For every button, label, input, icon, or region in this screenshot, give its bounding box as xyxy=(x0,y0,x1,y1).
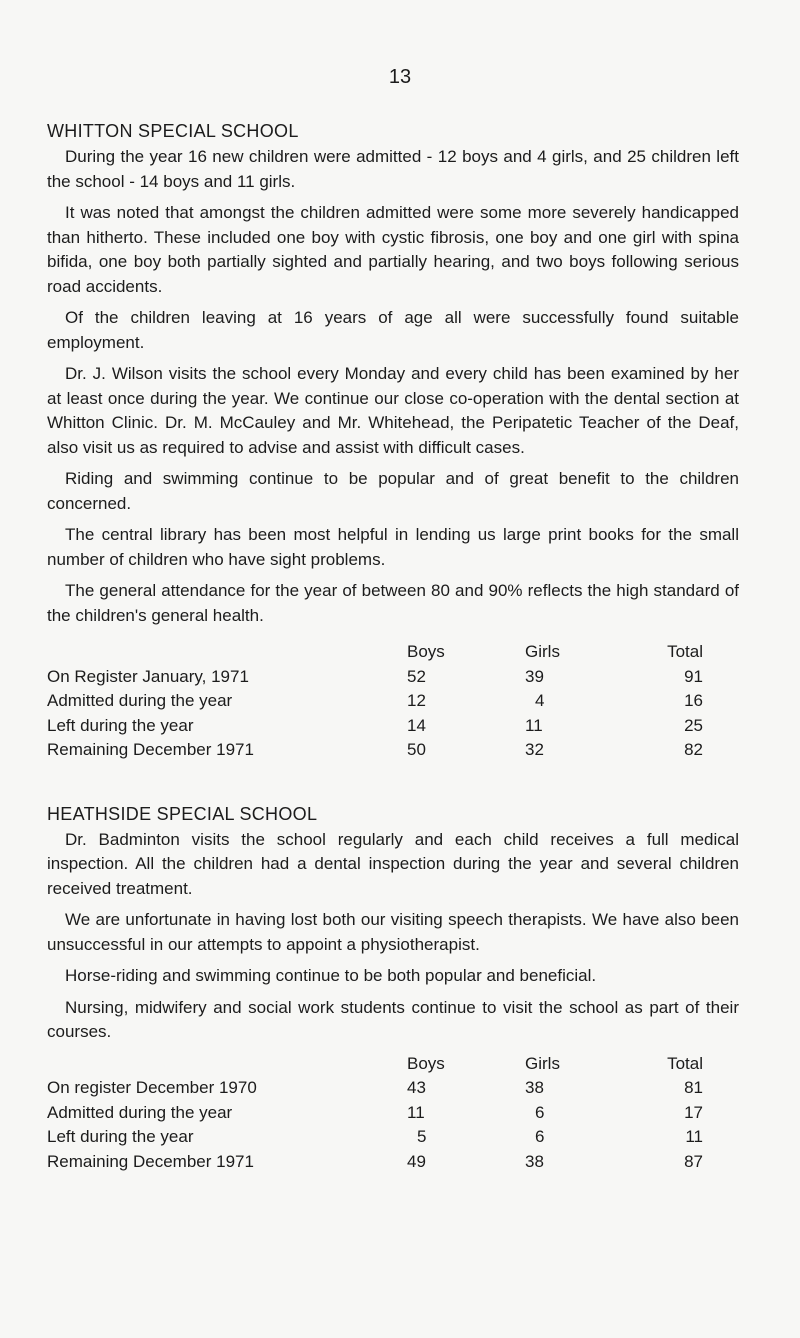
row-label: On register December 1970 xyxy=(47,1078,257,1097)
cell-boys: 43 xyxy=(407,1078,426,1097)
cell-girls: 4 xyxy=(535,691,545,710)
cell-boys: 52 xyxy=(407,666,426,686)
table-header-row xyxy=(47,1052,739,1077)
page-number: 13 xyxy=(388,66,412,88)
stats-table xyxy=(47,640,739,763)
table-row xyxy=(47,1076,739,1101)
cell-boys: 12 xyxy=(407,691,426,710)
paragraph: It was noted that amongst the children admitted were some more severely handicapped than hitherto. These included one boy with cystic fibrosis, one boy and one girl with spina bifida, one boy both partially sighted and partially hearing, and two boys following serious road accidents. xyxy=(47,203,739,296)
cell-girls: 39 xyxy=(525,666,544,686)
paragraph: We are unfortunate in having lost both our visiting speech therapists. We have also been unsuccessful in our attempts to appoint a physiotherapist. xyxy=(47,910,739,954)
cell-boys: 11 xyxy=(407,1102,425,1122)
cell-total: 81 xyxy=(684,1078,703,1097)
cell-girls: 6 xyxy=(535,1127,545,1146)
cell-girls: 6 xyxy=(535,1102,545,1122)
document-body xyxy=(47,118,739,1174)
table-row xyxy=(47,1101,739,1126)
cell-boys: 14 xyxy=(407,715,426,735)
paragraph: The general attendance for the year of between 80 and 90% reflects the high standard of the children's general health. xyxy=(47,581,739,625)
cell-boys: 50 xyxy=(407,740,426,759)
cell-total: 11 xyxy=(685,1127,703,1146)
row-label: Admitted during the year xyxy=(47,1102,233,1122)
paragraph: Dr. J. Wilson visits the school every Monday and every child has been examined by her at least once during the year. We continue our close co-operation with the dental section at Whitton Clinic. Dr. M. McCauley and Mr. Whitehead, the Peripatetic Teacher of the Deaf, also visit us as required to advise and assist with difficult cases. xyxy=(47,364,739,457)
section-whitton xyxy=(47,118,739,763)
table-row xyxy=(47,1125,739,1150)
cell-girls: 38 xyxy=(525,1151,544,1171)
column-header-total: Total xyxy=(667,642,703,661)
column-header-girls: Girls xyxy=(525,1053,560,1073)
row-label: Left during the year xyxy=(47,1127,194,1146)
table-row xyxy=(47,689,739,714)
paragraph: The central library has been most helpful in lending us large print books for the small number of children who have sight problems. xyxy=(47,525,739,569)
paragraph: Nursing, midwifery and social work students continue to visit the school as part of their courses. xyxy=(47,997,739,1041)
row-label: On Register January, 1971 xyxy=(47,666,249,686)
cell-total: 17 xyxy=(684,1102,703,1122)
paragraph: Horse-riding and swimming continue to be both popular and beneficial. xyxy=(65,966,597,985)
stats-table xyxy=(47,1052,739,1175)
section-heathside xyxy=(47,801,739,1175)
column-header-boys: Boys xyxy=(407,1053,445,1073)
cell-total: 87 xyxy=(684,1151,703,1171)
column-header-girls: Girls xyxy=(525,642,560,661)
section-heading: WHITTON SPECIAL SCHOOL xyxy=(47,121,299,141)
cell-total: 82 xyxy=(684,740,703,759)
table-row xyxy=(47,1150,739,1175)
paragraph: Riding and swimming continue to be popular and of great benefit to the children concerned. xyxy=(47,469,739,513)
cell-girls: 11 xyxy=(525,715,543,735)
table-row xyxy=(47,738,739,763)
column-header-total: Total xyxy=(667,1053,703,1073)
column-header-boys: Boys xyxy=(407,642,445,661)
cell-girls: 38 xyxy=(525,1078,544,1097)
cell-boys: 49 xyxy=(407,1151,426,1171)
cell-total: 91 xyxy=(684,666,703,686)
row-label: Remaining December 1971 xyxy=(47,740,254,759)
paragraph: Of the children leaving at 16 years of age all were successfully found suitable employment. xyxy=(47,308,739,352)
table-header-row xyxy=(47,640,739,665)
row-label: Remaining December 1971 xyxy=(47,1151,254,1171)
section-spacer xyxy=(47,763,739,801)
cell-boys: 5 xyxy=(417,1127,427,1146)
cell-girls: 32 xyxy=(525,740,544,759)
table-row xyxy=(47,714,739,739)
row-label: Admitted during the year xyxy=(47,691,233,710)
cell-total: 25 xyxy=(684,715,703,735)
row-label: Left during the year xyxy=(47,715,194,735)
paragraph: During the year 16 new children were admitted - 12 boys and 4 girls, and 25 children left the school - 14 boys and 11 girls. xyxy=(47,147,739,191)
section-heading: HEATHSIDE SPECIAL SCHOOL xyxy=(47,803,318,824)
table-row xyxy=(47,665,739,690)
paragraph: Dr. Badminton visits the school regularly and each child receives a full medical inspection. All the children had a dental inspection during the year and several children received treatment. xyxy=(47,829,739,898)
cell-total: 16 xyxy=(684,691,703,710)
